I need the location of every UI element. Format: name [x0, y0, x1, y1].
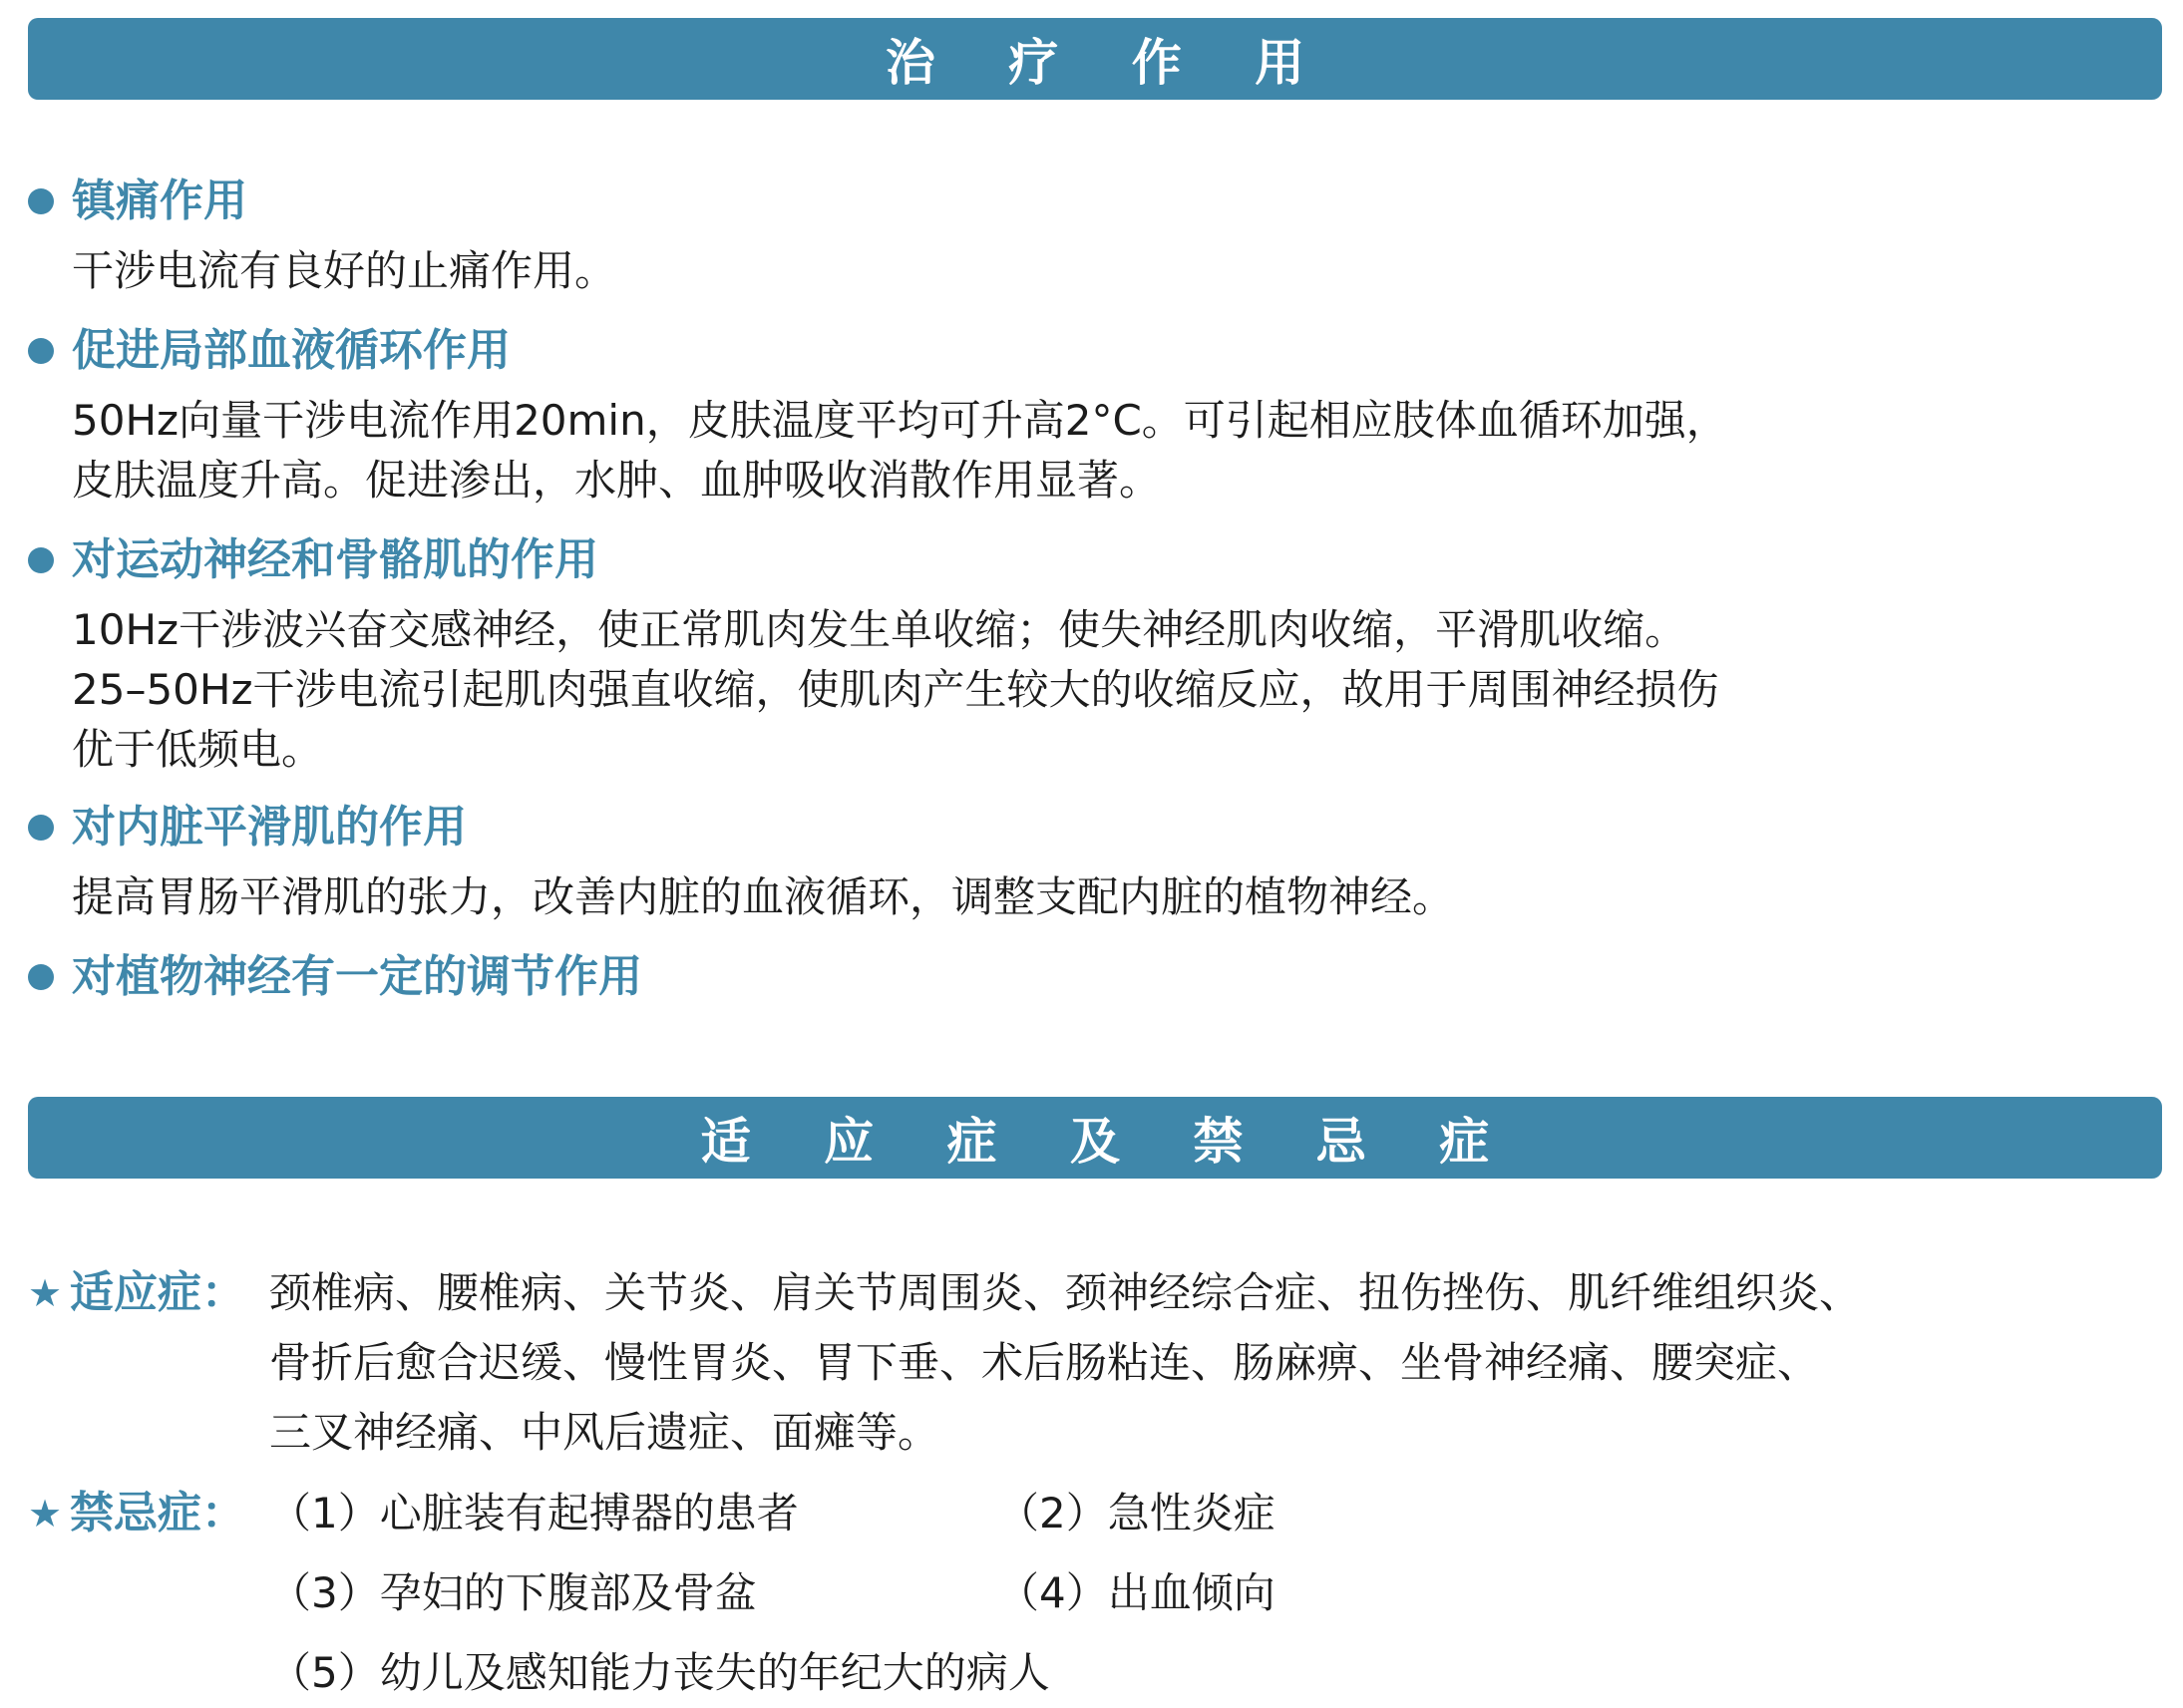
indications-row: [28, 1258, 1861, 1468]
contraindication-item: （1）心脏装有起搏器的患者: [269, 1489, 799, 1537]
body-line: 25–50Hz干涉电流引起肌肉强直收缩，使肌肉产生较大的收缩反应，故用于周围神经损伤: [72, 665, 1719, 714]
indication-line: 三叉神经痛、中风后遗症、面瘫等。: [269, 1408, 940, 1457]
item-heading-circulation: [28, 321, 511, 381]
bullet-dot-icon: [28, 547, 54, 573]
body-line: 10Hz干涉波兴奋交感神经，使正常肌肉发生单收缩；使失神经肌肉收缩，平滑肌收缩。: [72, 605, 1687, 654]
contraindications-grid: [269, 1479, 1596, 1708]
bullet-dot-icon: [28, 338, 54, 364]
bullet-dot-icon: [28, 964, 54, 990]
body-line: 皮肤温度升高。促进渗出，水肿、血肿吸收消散作用显著。: [72, 456, 1162, 505]
indications-banner: [28, 1097, 2162, 1179]
item-title: 对植物神经有一定的调节作用: [72, 951, 642, 1002]
contraindications-label: 禁忌症：: [70, 1488, 245, 1538]
therapeutic-effects-title: 治 疗 作 用: [885, 34, 1333, 92]
contraindication-item: （3）孕妇的下腹部及骨盆: [269, 1568, 757, 1617]
indications-text: [269, 1258, 1861, 1468]
therapeutic-effects-banner: [28, 18, 2162, 100]
contraindication-item: （2）急性炎症: [997, 1489, 1275, 1537]
contraindications-row: [28, 1479, 1596, 1708]
item-title: 促进局部血液循环作用: [72, 325, 511, 376]
body-line: 提高胃肠平滑肌的张力，改善内脏的血液循环，调整支配内脏的植物神经。: [72, 872, 1455, 921]
body-line: 干涉电流有良好的止痛作用。: [72, 246, 617, 295]
star-icon: ★: [28, 1271, 63, 1315]
item-heading-analgesic: [28, 171, 247, 231]
indications-label: 适应症：: [70, 1267, 245, 1318]
item-heading-motor-nerve: [28, 530, 598, 590]
item-title: 对运动神经和骨骼肌的作用: [72, 534, 598, 585]
indication-line: 骨折后愈合迟缓、慢性胃炎、胃下垂、术后肠粘连、肠麻痹、坐骨神经痛、腰突症、: [269, 1338, 1820, 1387]
item-body-visceral: [72, 867, 2126, 927]
bullet-dot-icon: [28, 815, 54, 841]
indications-title: 适 应 症 及 禁 忌 症: [700, 1113, 1518, 1171]
indication-line: 颈椎病、腰椎病、关节炎、肩关节周围炎、颈神经综合症、扭伤挫伤、肌纤维组织炎、: [269, 1268, 1862, 1317]
contraindication-item: （4）出血倾向: [997, 1568, 1275, 1617]
item-title: 镇痛作用: [72, 175, 247, 226]
item-body-motor-nerve: [72, 600, 2126, 780]
body-line: 优于低频电。: [72, 725, 324, 774]
item-body-circulation: [72, 391, 2126, 511]
bullet-dot-icon: [28, 188, 54, 214]
body-line: 50Hz向量干涉电流作用20min，皮肤温度平均可升高2°C。可引起相应肢体血循环加强，: [72, 396, 1728, 445]
item-heading-visceral: [28, 798, 467, 857]
item-heading-autonomic: [28, 947, 642, 1007]
star-icon: ★: [28, 1492, 63, 1536]
item-title: 对内脏平滑肌的作用: [72, 802, 467, 853]
item-body-analgesic: [72, 241, 2126, 301]
contraindication-item: （5）幼儿及感知能力丧失的年纪大的病人: [269, 1648, 1050, 1697]
